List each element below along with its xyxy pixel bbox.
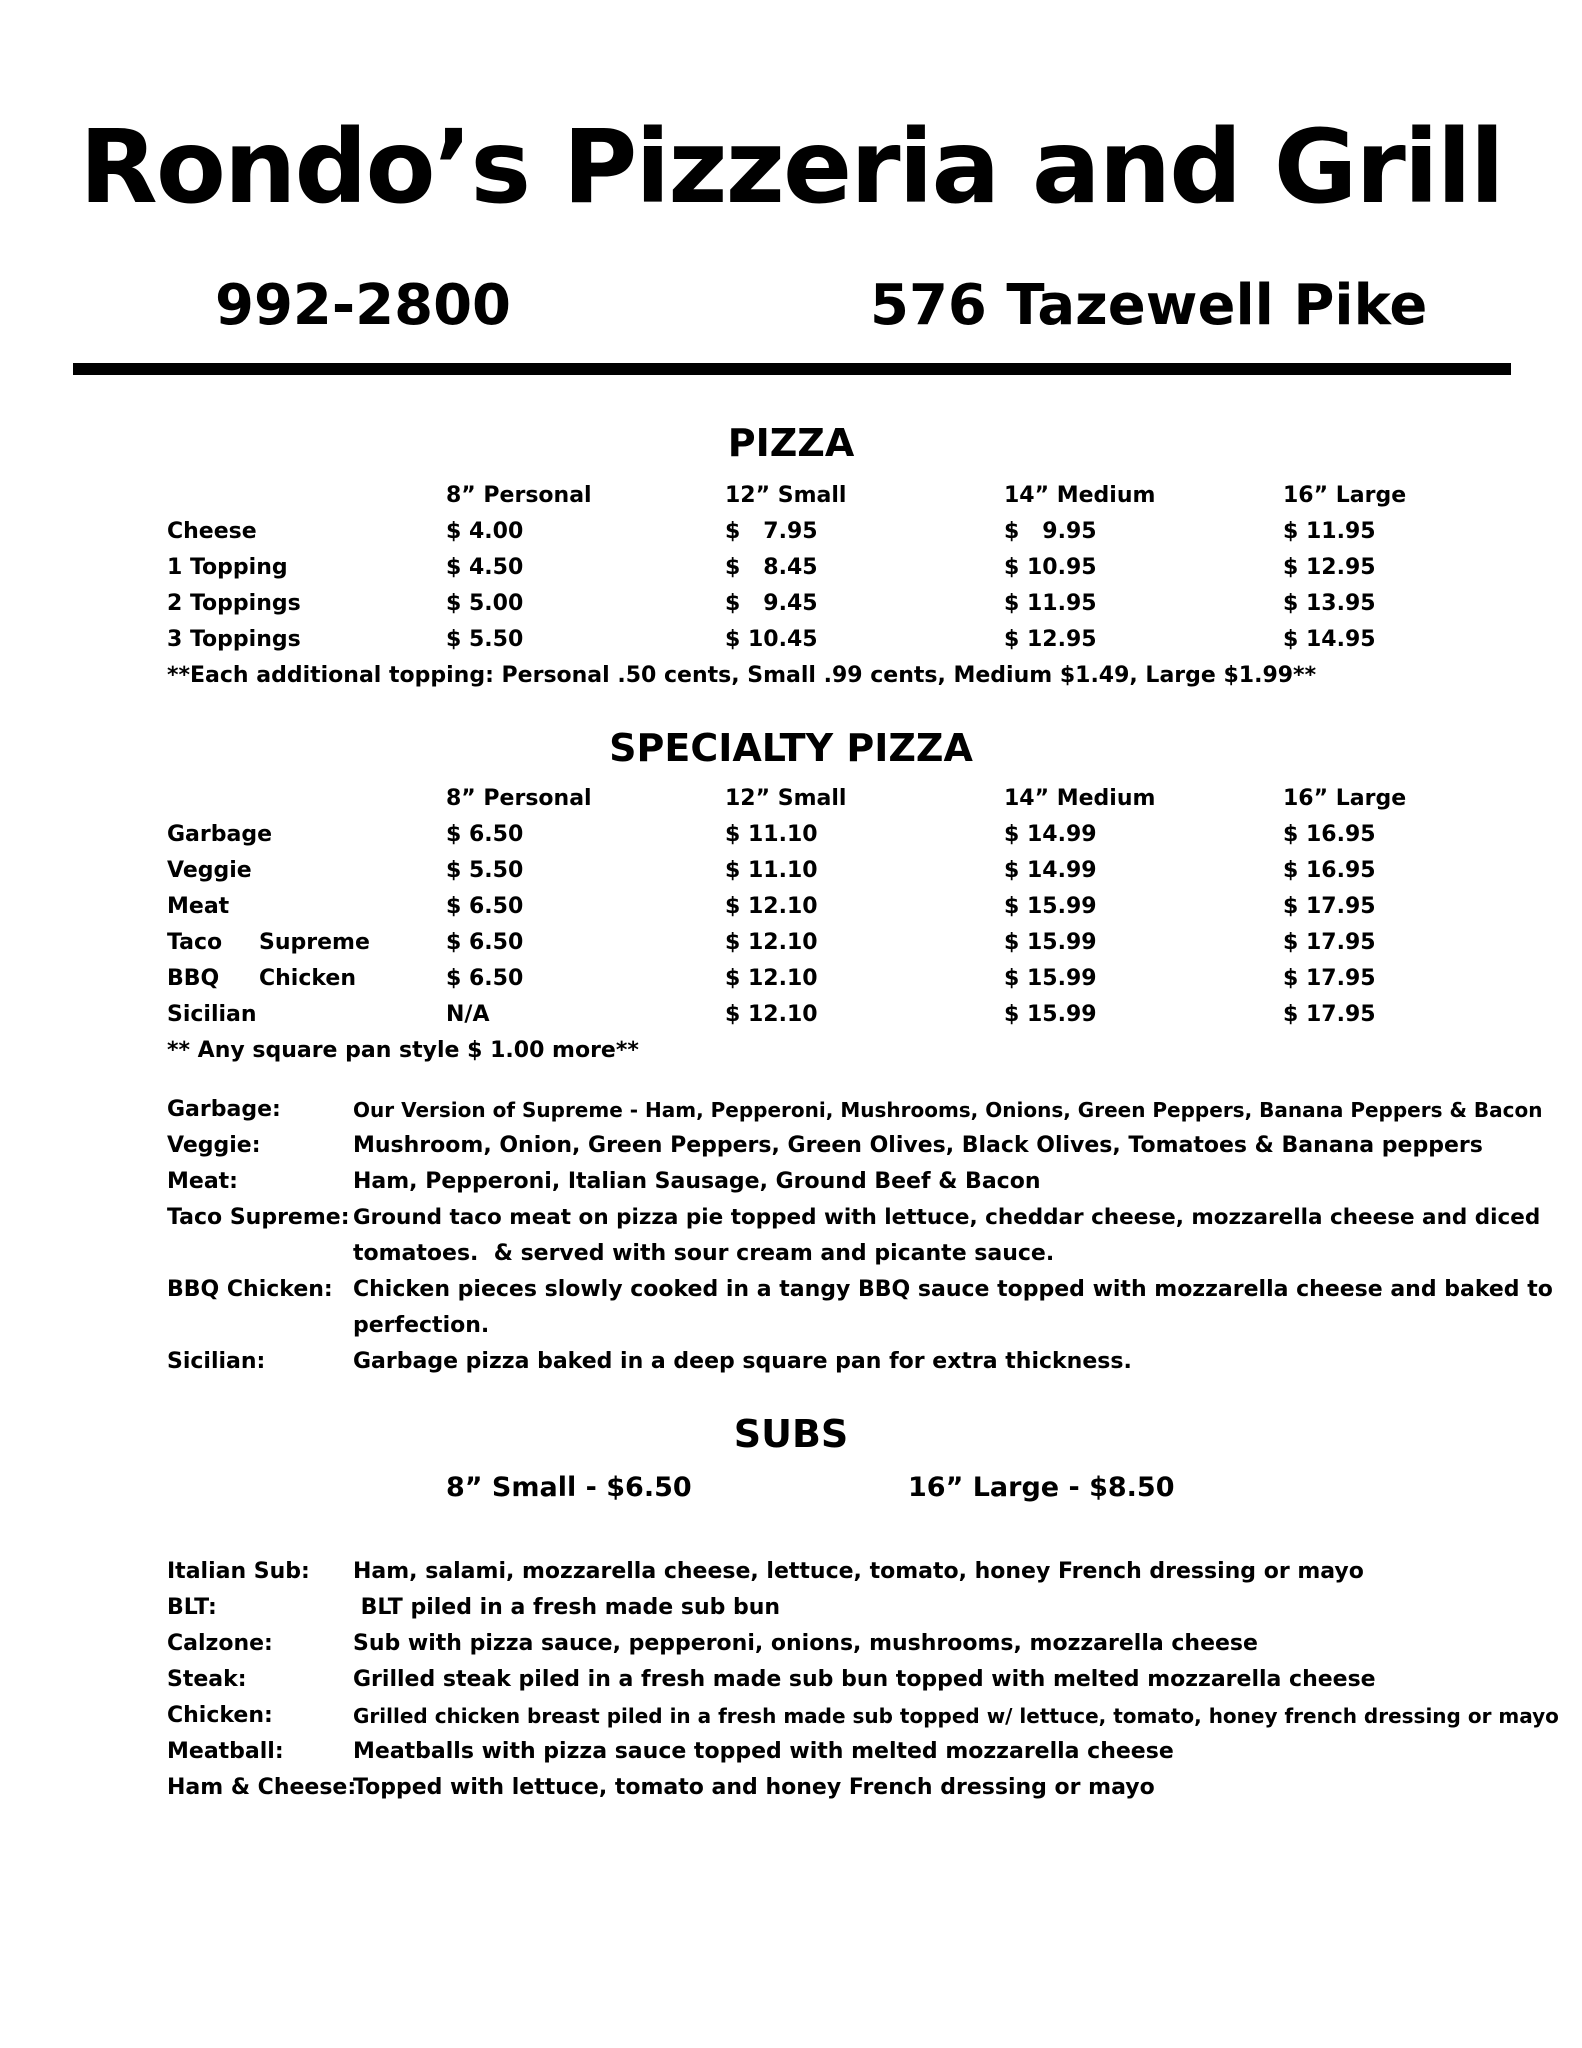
specialty-price: $ 12.10: [725, 930, 818, 955]
specialty-price: $ 15.99: [1004, 1002, 1097, 1027]
sub-description: Meatballs with pizza sauce topped with melted mozzarella cheese: [353, 1739, 1174, 1764]
description-label: Taco Supreme:: [167, 1205, 350, 1230]
specialty-price: $ 17.95: [1283, 966, 1376, 991]
specialty-price: $ 11.10: [725, 822, 818, 847]
sub-description: Grilled steak piled in a fresh made sub bun topped with melted mozzarella cheese: [353, 1667, 1376, 1692]
specialty-price: $ 15.99: [1004, 894, 1097, 919]
pizza-row-name: 3 Toppings: [167, 627, 301, 652]
restaurant-title: Rondo’s Pizzeria and Grill: [79, 108, 1503, 227]
pizza-price: $ 9.45: [725, 591, 818, 616]
specialty-price: $ 15.99: [1004, 966, 1097, 991]
description-text: Garbage pizza baked in a deep square pan for extra thickness.: [353, 1349, 1132, 1374]
specialty-price: $ 17.95: [1283, 1002, 1376, 1027]
sub-description: Sub with pizza sauce, pepperoni, onions, mushrooms, mozzarella cheese: [353, 1631, 1258, 1656]
sub-description: Ham, salami, mozzarella cheese, lettuce, tomato, honey French dressing or mayo: [353, 1559, 1364, 1584]
sub-label: Meatball:: [167, 1739, 284, 1764]
specialty-price: $ 15.99: [1004, 930, 1097, 955]
specialty-section-title: SPECIALTY PIZZA: [609, 726, 973, 770]
specialty-row-name: Meat: [167, 894, 230, 919]
pizza-price: $ 4.50: [446, 555, 524, 580]
specialty-price: $ 6.50: [446, 822, 524, 847]
specialty-row-name: Sicilian: [167, 1002, 257, 1027]
pizza-price: $ 14.95: [1283, 627, 1376, 652]
description-label: Sicilian:: [167, 1349, 266, 1374]
specialty-price: $ 14.99: [1004, 822, 1097, 847]
pizza-price: $ 11.95: [1283, 519, 1376, 544]
specialty-price: $ 6.50: [446, 894, 524, 919]
specialty-price: $ 12.10: [725, 966, 818, 991]
pizza-section-title: PIZZA: [727, 421, 855, 465]
sub-description: Grilled chicken breast piled in a fresh made sub topped w/ lettuce, tomato, honey french dressing or mayo: [353, 1704, 1559, 1728]
pizza-row-name: 2 Toppings: [167, 591, 301, 616]
specialty-price: $ 17.95: [1283, 894, 1376, 919]
sub-label: Calzone:: [167, 1631, 273, 1656]
specialty-price: N/A: [446, 1002, 490, 1027]
specialty-price: $ 14.99: [1004, 858, 1097, 883]
specialty-price: $ 11.10: [725, 858, 818, 883]
pizza-col-header: 16” Large: [1283, 483, 1407, 508]
header-divider: [73, 363, 1511, 375]
pizza-price: $ 9.95: [1004, 519, 1097, 544]
pizza-price: $ 12.95: [1283, 555, 1376, 580]
pizza-row-name: Cheese: [167, 519, 257, 544]
pizza-price: $ 10.45: [725, 627, 818, 652]
pizza-price: $ 4.00: [446, 519, 524, 544]
subs-section-title: SUBS: [733, 1412, 849, 1456]
description-text: perfection.: [353, 1313, 490, 1338]
description-text: Ham, Pepperoni, Italian Sausage, Ground Beef & Bacon: [353, 1169, 1041, 1194]
specialty-price: $ 5.50: [446, 858, 524, 883]
specialty-col-header: 8” Personal: [446, 786, 592, 811]
specialty-row-name: Garbage: [167, 822, 273, 847]
specialty-col-header: 12” Small: [725, 786, 847, 811]
sub-label: BLT:: [167, 1595, 217, 1620]
specialty-price: $ 17.95: [1283, 930, 1376, 955]
specialty-price: $ 12.10: [725, 894, 818, 919]
specialty-row-name: Taco: [167, 930, 223, 955]
pizza-col-header: 14” Medium: [1004, 483, 1156, 508]
sub-label: Italian Sub:: [167, 1559, 310, 1584]
description-label: Garbage:: [167, 1097, 281, 1122]
pizza-price: $ 5.50: [446, 627, 524, 652]
description-text: Our Version of Supreme - Ham, Pepperoni, Mushrooms, Onions, Green Peppers, Banana Peppers & Bacon: [353, 1098, 1543, 1122]
pizza-price: $ 13.95: [1283, 591, 1376, 616]
pizza-price: $ 12.95: [1004, 627, 1097, 652]
pizza-col-header: 12” Small: [725, 483, 847, 508]
specialty-price: $ 6.50: [446, 966, 524, 991]
specialty-col-header: 16” Large: [1283, 786, 1407, 811]
specialty-row-name-2: Supreme: [259, 930, 370, 955]
description-label: Meat:: [167, 1169, 238, 1194]
pizza-col-header: 8” Personal: [446, 483, 592, 508]
phone-number: 992-2800: [215, 273, 511, 338]
sub-label: Steak:: [167, 1667, 247, 1692]
description-text: Chicken pieces slowly cooked in a tangy BBQ sauce topped with mozzarella cheese and baked to: [353, 1277, 1553, 1302]
square-pan-note: ** Any square pan style $ 1.00 more**: [167, 1038, 639, 1063]
pizza-price: $ 5.00: [446, 591, 524, 616]
description-text: Ground taco meat on pizza pie topped with lettuce, cheddar cheese, mozzarella cheese and diced: [353, 1205, 1541, 1230]
description-text: Mushroom, Onion, Green Peppers, Green Olives, Black Olives, Tomatoes & Banana peppers: [353, 1133, 1483, 1158]
specialty-col-header: 14” Medium: [1004, 786, 1156, 811]
description-label: Veggie:: [167, 1133, 261, 1158]
specialty-price: $ 6.50: [446, 930, 524, 955]
sub-description: BLT piled in a fresh made sub bun: [353, 1595, 781, 1620]
pizza-price: $ 7.95: [725, 519, 818, 544]
specialty-price: $ 16.95: [1283, 858, 1376, 883]
pizza-price: $ 8.45: [725, 555, 818, 580]
sub-large-price: 16” Large - $8.50: [908, 1472, 1175, 1503]
extra-topping-note: **Each additional topping: Personal .50 cents, Small .99 cents, Medium $1.49, Large $1.99**: [167, 663, 1317, 688]
specialty-price: $ 16.95: [1283, 822, 1376, 847]
pizza-price: $ 10.95: [1004, 555, 1097, 580]
sub-small-price: 8” Small - $6.50: [446, 1472, 692, 1503]
sub-label: Chicken:: [167, 1703, 273, 1728]
description-text: tomatoes. & served with sour cream and picante sauce.: [353, 1241, 1055, 1266]
address: 576 Tazewell Pike: [870, 273, 1428, 338]
description-label: BBQ Chicken:: [167, 1277, 333, 1302]
specialty-row-name: Veggie: [167, 858, 252, 883]
sub-label: Ham & Cheese:: [167, 1775, 357, 1800]
sub-description: Topped with lettuce, tomato and honey French dressing or mayo: [353, 1775, 1155, 1800]
pizza-row-name: 1 Topping: [167, 555, 288, 580]
pizza-price: $ 11.95: [1004, 591, 1097, 616]
specialty-price: $ 12.10: [725, 1002, 818, 1027]
specialty-row-name: BBQ: [167, 966, 220, 991]
specialty-row-name-2: Chicken: [259, 966, 357, 991]
